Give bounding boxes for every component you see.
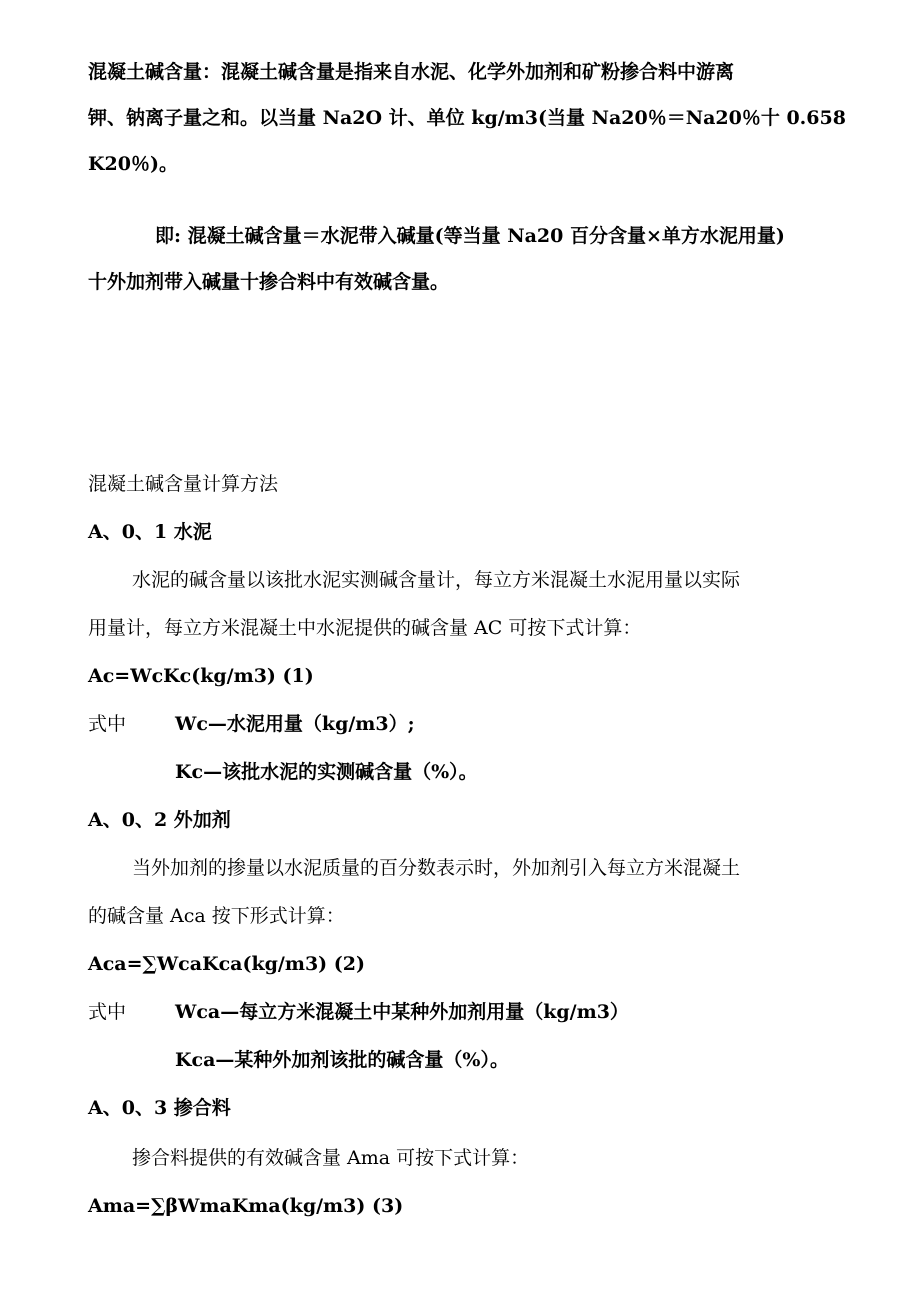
section-title: 混凝土碱含量计算方法 — [88, 473, 279, 495]
cement-formula: Ac=WcKc(kg/m3) (1) — [88, 665, 314, 687]
cement-definition-2: Kc—该批水泥的实测碱含量（%）。 — [175, 761, 478, 783]
intro-line-4-prefix: 即: — [155, 225, 182, 247]
admixture-paragraph-2: 的碱含量 Aca 按下形式计算： — [88, 905, 345, 927]
mineral-formula: Ama=∑βWmaKma(kg/m3) (3) — [88, 1195, 404, 1217]
cement-paragraph-1: 水泥的碱含量以该批水泥实测碱含量计，每立方米混凝土水泥用量以实际 — [132, 569, 741, 591]
intro-line-3: K20％)。 — [88, 153, 178, 175]
admixture-where-label: 式中 — [88, 1001, 127, 1023]
intro-line-2: 钾、钠离子量之和。以当量 Na2O 计、单位 kg/m3(当量 Na20％＝Na20％十 0.658 — [88, 107, 846, 129]
mineral-paragraph-1: 掺合料提供的有效碱含量 Ama 可按下式计算： — [132, 1147, 530, 1169]
intro-line-4 — [155, 224, 785, 248]
intro-line-5: 十外加剂带入碱量十掺合料中有效碱含量。 — [88, 271, 450, 293]
intro-line-1: 混凝土碱含量：混凝土碱含量是指来自水泥、化学外加剂和矿粉掺合料中游离 — [88, 61, 735, 83]
intro-line-4-text: 混凝土碱含量＝水泥带入碱量(等当量 Na20 百分含量×单方水泥用量) — [187, 225, 785, 247]
admixture-heading: A、0、2 外加剂 — [88, 809, 231, 831]
mineral-heading: A、0、3 掺合料 — [88, 1097, 231, 1119]
cement-where-label: 式中 — [88, 713, 127, 735]
cement-definition-1: Wc—水泥用量（kg/m3）; — [175, 713, 415, 735]
admixture-paragraph-1: 当外加剂的掺量以水泥质量的百分数表示时，外加剂引入每立方米混凝土 — [132, 857, 741, 879]
cement-heading: A、0、1 水泥 — [88, 521, 212, 543]
admixture-definition-1: Wca—每立方米混凝土中某种外加剂用量（kg/m3） — [175, 1001, 629, 1023]
admixture-definition-2: Kca—某种外加剂该批的碱含量（%）。 — [175, 1049, 509, 1071]
admixture-formula: Aca=∑WcaKca(kg/m3) (2) — [88, 953, 365, 975]
cement-paragraph-2: 用量计，每立方米混凝土中水泥提供的碱含量 AC 可按下式计算： — [88, 617, 642, 639]
